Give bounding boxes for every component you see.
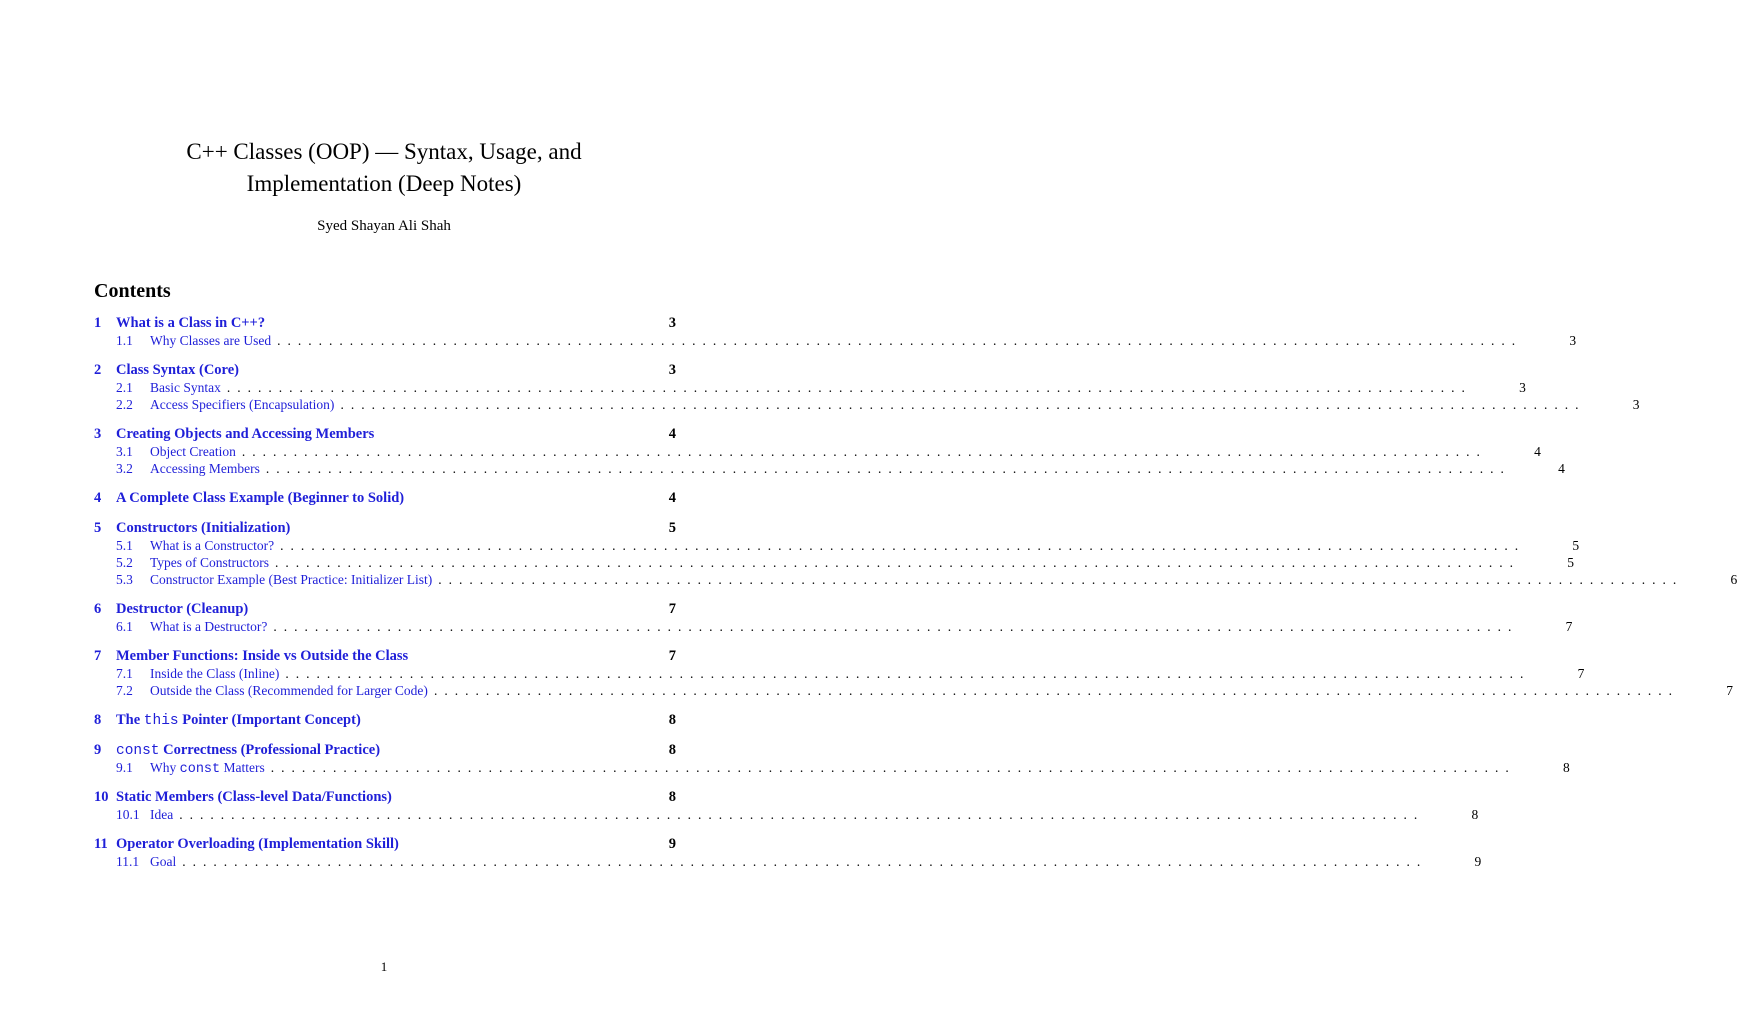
toc-entry-title: Static Members (Class-level Data/Functions) <box>116 789 392 805</box>
toc-entry-title: A Complete Class Example (Beginner to Solid) <box>116 490 405 506</box>
toc-page-number: 4 <box>668 490 676 506</box>
toc-page-number: 7 <box>668 601 676 617</box>
toc-section <box>94 362 1640 413</box>
toc-subsection-link[interactable] <box>94 571 1737 588</box>
toc-section-number: 4 <box>94 490 102 506</box>
toc-page-number: 4 <box>1558 461 1565 476</box>
toc-subsection-number: 5.2 <box>116 555 133 570</box>
toc-entry-title: Object Creation <box>150 444 236 459</box>
toc-section-link[interactable] <box>94 789 676 806</box>
toc-section-number: 8 <box>94 712 102 728</box>
toc-section <box>94 490 676 507</box>
toc-dot-leader: ........................................................................................................................ <box>273 619 1519 634</box>
toc-title-code: this <box>143 713 179 729</box>
toc-page-number: 9 <box>668 836 676 852</box>
toc-entry-title: Operator Overloading (Implementation Skill) <box>116 836 399 852</box>
toc-entry-title: Goal <box>150 854 177 869</box>
toc-section-link[interactable] <box>94 426 676 443</box>
toc-entry-title: Access Specifiers (Encapsulation) <box>150 397 335 412</box>
toc-entry-title: Idea <box>150 807 174 822</box>
title-line-1: C++ Classes (OOP) — Syntax, Usage, and <box>186 139 582 164</box>
toc-entry-title: What is a Destructor? <box>150 619 268 634</box>
toc-page-number: 7 <box>1565 619 1573 634</box>
toc-section-link[interactable] <box>94 601 676 618</box>
toc-entry-title: What is a Class in C++? <box>116 315 266 331</box>
toc-page-number: 8 <box>668 712 676 728</box>
toc-entry-title: Constructor Example (Best Practice: Initializer List) <box>150 572 433 587</box>
toc-entry-title: Creating Objects and Accessing Members <box>116 426 375 442</box>
toc-page-number: 3 <box>1569 333 1577 348</box>
toc-entry-title: Class Syntax (Core) <box>116 362 239 378</box>
toc-section-link[interactable] <box>94 836 676 853</box>
toc-subsection-link[interactable] <box>94 853 1482 870</box>
toc-section-link[interactable] <box>94 648 676 665</box>
toc-section <box>94 712 676 729</box>
toc-dot-leader: ........................................................................................................................ <box>182 854 1428 869</box>
toc-page-number: 8 <box>1471 807 1479 822</box>
toc-page-number: 4 <box>668 426 676 442</box>
toc-dot-leader: ........................................................................................................................ <box>285 666 1531 681</box>
toc-section-link[interactable] <box>94 490 676 507</box>
author-name: Syed Shayan Ali Shah <box>317 218 451 234</box>
toc-section <box>94 648 1733 699</box>
toc-section <box>94 520 1737 588</box>
toc-dot-leader: ........................................................................................................................ <box>265 461 1511 476</box>
toc-entry-title: Destructor (Cleanup) <box>116 601 249 617</box>
toc-subsection-number: 7.2 <box>116 683 133 698</box>
toc-page-number: 7 <box>1577 666 1585 681</box>
toc-subsection-number: 11.1 <box>116 854 140 869</box>
toc-page-number: 5 <box>1572 538 1580 553</box>
toc-section-number: 6 <box>94 601 102 617</box>
toc-section-number: 2 <box>94 362 102 378</box>
toc-page-number: 5 <box>668 520 676 536</box>
table-of-contents <box>94 315 1737 883</box>
toc-section-number: 3 <box>94 426 102 442</box>
toc-entry-title <box>116 712 361 730</box>
toc-section <box>94 742 1570 777</box>
document-title <box>84 136 684 200</box>
toc-title-text: Correctness (Professional Practice) <box>159 742 381 758</box>
toc-subsection-link[interactable] <box>94 396 1640 413</box>
toc-section <box>94 789 1479 823</box>
toc-subsection-number: 6.1 <box>116 619 133 634</box>
toc-section-link[interactable] <box>94 315 676 332</box>
toc-dot-leader: ........................................................................................................................ <box>280 538 1526 553</box>
toc-dot-leader: ........................................................................................................................ <box>438 572 1684 587</box>
toc-dot-leader: ........................................................................................................................ <box>340 397 1586 412</box>
title-line-2: Implementation (Deep Notes) <box>246 171 522 196</box>
toc-page-number: 3 <box>668 315 676 331</box>
toc-subsection-number: 5.3 <box>116 572 133 587</box>
toc-subsection-link[interactable] <box>94 759 1570 777</box>
toc-page-number: 7 <box>668 648 676 664</box>
toc-dot-leader: ........................................................................................................................ <box>226 380 1472 395</box>
toc-dot-leader: ........................................................................................................................ <box>277 333 1523 348</box>
toc-subsection-link[interactable] <box>94 554 1575 571</box>
toc-page-number: 7 <box>1726 683 1733 698</box>
toc-page-number: 5 <box>1567 555 1575 570</box>
toc-subsection-number: 10.1 <box>116 807 140 822</box>
toc-subsection-number: 7.1 <box>116 666 133 681</box>
toc-subsection-link[interactable] <box>94 460 1565 477</box>
toc-subsection-link[interactable] <box>94 443 1541 460</box>
toc-page-number: 8 <box>668 742 676 758</box>
page-number: 1 <box>380 959 388 974</box>
toc-entry-title: Why Classes are Used <box>150 333 272 348</box>
toc-entry-title: Outside the Class (Recommended for Larger Code) <box>150 683 428 698</box>
toc-title-text: Pointer (Important Concept) <box>178 712 361 728</box>
toc-page-number: 8 <box>668 789 676 805</box>
toc-subsection-number: 1.1 <box>116 333 133 348</box>
toc-subsection-number: 9.1 <box>116 760 133 775</box>
toc-page-number: 3 <box>1632 397 1640 412</box>
toc-page-number: 3 <box>668 362 676 378</box>
toc-title-text: The <box>116 712 144 728</box>
toc-subsection-number: 3.1 <box>116 444 133 459</box>
toc-section-link[interactable] <box>94 362 676 379</box>
toc-subsection-number: 2.2 <box>116 397 133 412</box>
toc-section-number: 7 <box>94 648 102 664</box>
toc-page-number: 8 <box>1563 760 1570 775</box>
toc-section-number: 10 <box>94 789 109 805</box>
toc-subsection-link[interactable] <box>94 537 1580 554</box>
toc-title-text: Matters <box>220 760 265 775</box>
toc-subsection-link[interactable] <box>94 332 1577 349</box>
contents-heading: Contents <box>94 280 171 302</box>
toc-section <box>94 315 1577 349</box>
toc-dot-leader: ........................................................................................................................ <box>275 555 1521 570</box>
toc-section <box>94 836 1482 870</box>
toc-subsection-number: 3.2 <box>116 461 133 476</box>
toc-subsection-number: 2.1 <box>116 380 133 395</box>
toc-section <box>94 426 1565 477</box>
toc-title-code: const <box>116 743 160 759</box>
toc-section-number: 11 <box>94 836 108 852</box>
toc-subsection-link[interactable] <box>94 379 1526 396</box>
toc-entry-title: Constructors (Initialization) <box>116 520 291 536</box>
toc-entry-title <box>116 742 380 760</box>
toc-page-number: 3 <box>1519 380 1526 395</box>
toc-entry-title: What is a Constructor? <box>150 538 275 553</box>
toc-section-link[interactable] <box>94 712 676 729</box>
toc-section-link[interactable] <box>94 742 676 759</box>
toc-page-number: 9 <box>1474 854 1482 869</box>
toc-title-code: const <box>179 762 221 777</box>
toc-dot-leader: ........................................................................................................................ <box>241 444 1487 459</box>
toc-dot-leader: ........................................................................................................................ <box>433 683 1679 698</box>
toc-subsection-link[interactable] <box>94 618 1573 635</box>
toc-section-number: 1 <box>94 315 102 331</box>
toc-subsection-link[interactable] <box>94 806 1479 823</box>
toc-page-number: 4 <box>1534 444 1541 459</box>
toc-dot-leader: ........................................................................................................................ <box>270 760 1516 775</box>
toc-subsection-link[interactable] <box>94 682 1733 699</box>
toc-entry-title: Member Functions: Inside vs Outside the Class <box>116 648 409 664</box>
toc-entry-title: Types of Constructors <box>150 555 270 570</box>
toc-entry-title: Basic Syntax <box>150 380 221 395</box>
toc-entry-title <box>150 759 265 778</box>
toc-section-number: 9 <box>94 742 102 758</box>
toc-subsection-link[interactable] <box>94 665 1585 682</box>
toc-section-number: 5 <box>94 520 102 536</box>
toc-section-link[interactable] <box>94 520 676 537</box>
toc-section <box>94 601 1573 635</box>
toc-subsection-number: 5.1 <box>116 538 133 553</box>
toc-dot-leader: ........................................................................................................................ <box>179 807 1425 822</box>
toc-page-number: 6 <box>1730 572 1737 587</box>
toc-entry-title: Inside the Class (Inline) <box>150 666 280 681</box>
toc-title-text: Why <box>150 760 180 775</box>
toc-entry-title: Accessing Members <box>150 461 260 476</box>
